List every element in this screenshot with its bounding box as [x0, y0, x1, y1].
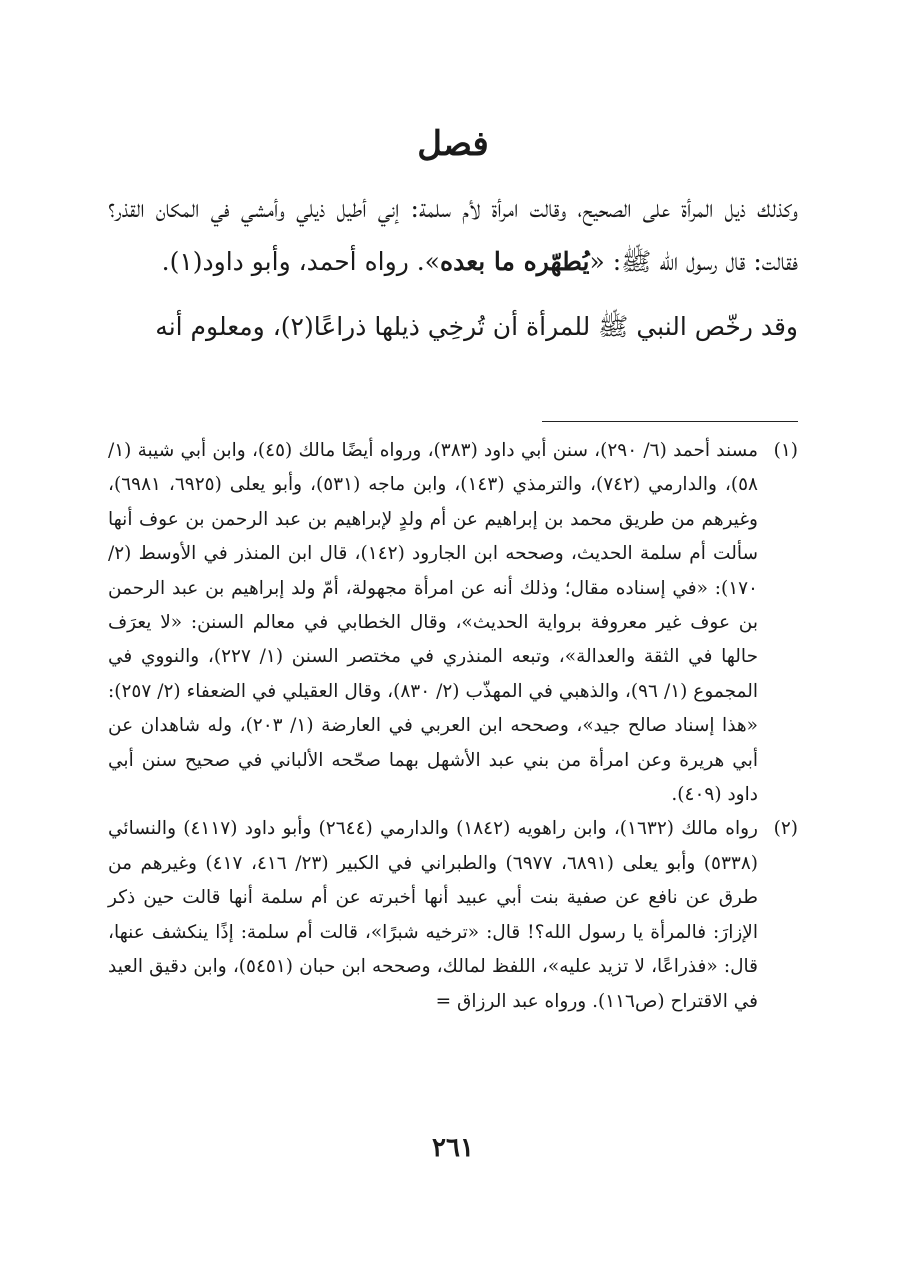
- footnotes: [108, 434, 798, 1019]
- paragraph-1-text-a: وكذلك ذيل المرأة على الصحيح، وقالت امرأة لأم سلمة: إني أطيل ذيلي وأمشي في المكان القذر؟ فقالت: قال رسول الله ﷺ: «: [108, 194, 798, 276]
- section-title: فصل: [417, 124, 489, 164]
- paragraph-1: [108, 182, 798, 288]
- paragraph-2: وقد رخّص النبي ﷺ للمرأة أن تُرخِي ذيلها ذراعًا(٢)، ومعلوم أنه: [155, 312, 798, 341]
- paragraph-1-text-b: ». رواه أحمد، وأبو داود(١).: [161, 247, 440, 276]
- footnote-2-number: (٢): [773, 818, 798, 840]
- footnote-1-text: مسند أحمد (٦/ ٢٩٠)، سنن أبي داود (٣٨٣)، ورواه أيضًا مالك (٤٥)، وابن أبي شيبة (١/ ٥٨)، والدارمي (٧٤٢)، والترمذي (١٤٣)، وابن ماجه (٥٣١)، وأبو يعلى (٦٩٢٥، ٦٩٨١)، وغيرهم من طريق محمد بن إبراهيم عن أم ولدٍ لإبراهيم بن عبد الرحمن بن عوف أنها سألت أم سلمة الحديث، وصححه ابن الجارود (١٤٢)، قال ابن المنذر في الأوسط (٢/ ١٧٠): «في إسناده مقال؛ وذلك أنه عن امرأة مجهولة، أمّ ولد إبراهيم بن عبد الرحمن بن عوف غير معروفة برواية الحديث»، وقال الخطابي في معالم السنن: «لا يعرَف حالها في الثقة والعدالة»، وتبعه المنذري في مختصر السنن (١/ ٢٢٧)، والنووي في المجموع (١/ ٩٦)، والذهبي في المهذّب (٢/ ٨٣٠)، وقال العقيلي في الضعفاء (٢/ ٢٥٧): «هذا إسناد صالح جيد»، وصححه ابن العربي في العارضة (١/ ٢٠٣)، وله شاهدان عن أبي هريرة وعن امرأة من بني عبد الأشهل بهما صحّحه الألباني في صحيح سنن أبي داود (٤٠٩).: [108, 440, 759, 806]
- hadith-quote: يُطهّره ما بعده: [439, 247, 590, 276]
- footnote-2-text: رواه مالك (١٦٣٢)، وابن راهويه (١٨٤٢) والدارمي (٢٦٤٤) وأبو داود (٤١١٧) والنسائي (٥٣٣٨) وأبو يعلى (٦٨٩١، ٦٩٧٧) والطبراني في الكبير (٢٣/ ٤١٦، ٤١٧) وغيرهم من طرق عن نافع عن صفية بنت أبي عبيد أنها أخبرته عن أم سلمة أنها قالت حين ذكر الإزارَ: فالمرأة يا رسول الله؟! قال: «ترخيه شبرًا»، قالت أم سلمة: إذًا ينكشف عنها، قال: «فذراعًا، لا تزيد عليه»، اللفظ لمالك، وصححه ابن حبان (٥٤٥١)، وابن دقيق العيد في الاقتراح (ص١١٦). ورواه عبد الرزاق =: [108, 818, 758, 1012]
- footnote-1: [108, 434, 798, 812]
- page-number: ٢٦١: [432, 1133, 474, 1163]
- document-page: [108, 0, 798, 1271]
- footnote-2: [108, 812, 798, 1018]
- footnote-divider: [542, 421, 798, 422]
- main-text: [108, 182, 798, 353]
- footnote-1-number: (١): [773, 440, 798, 461]
